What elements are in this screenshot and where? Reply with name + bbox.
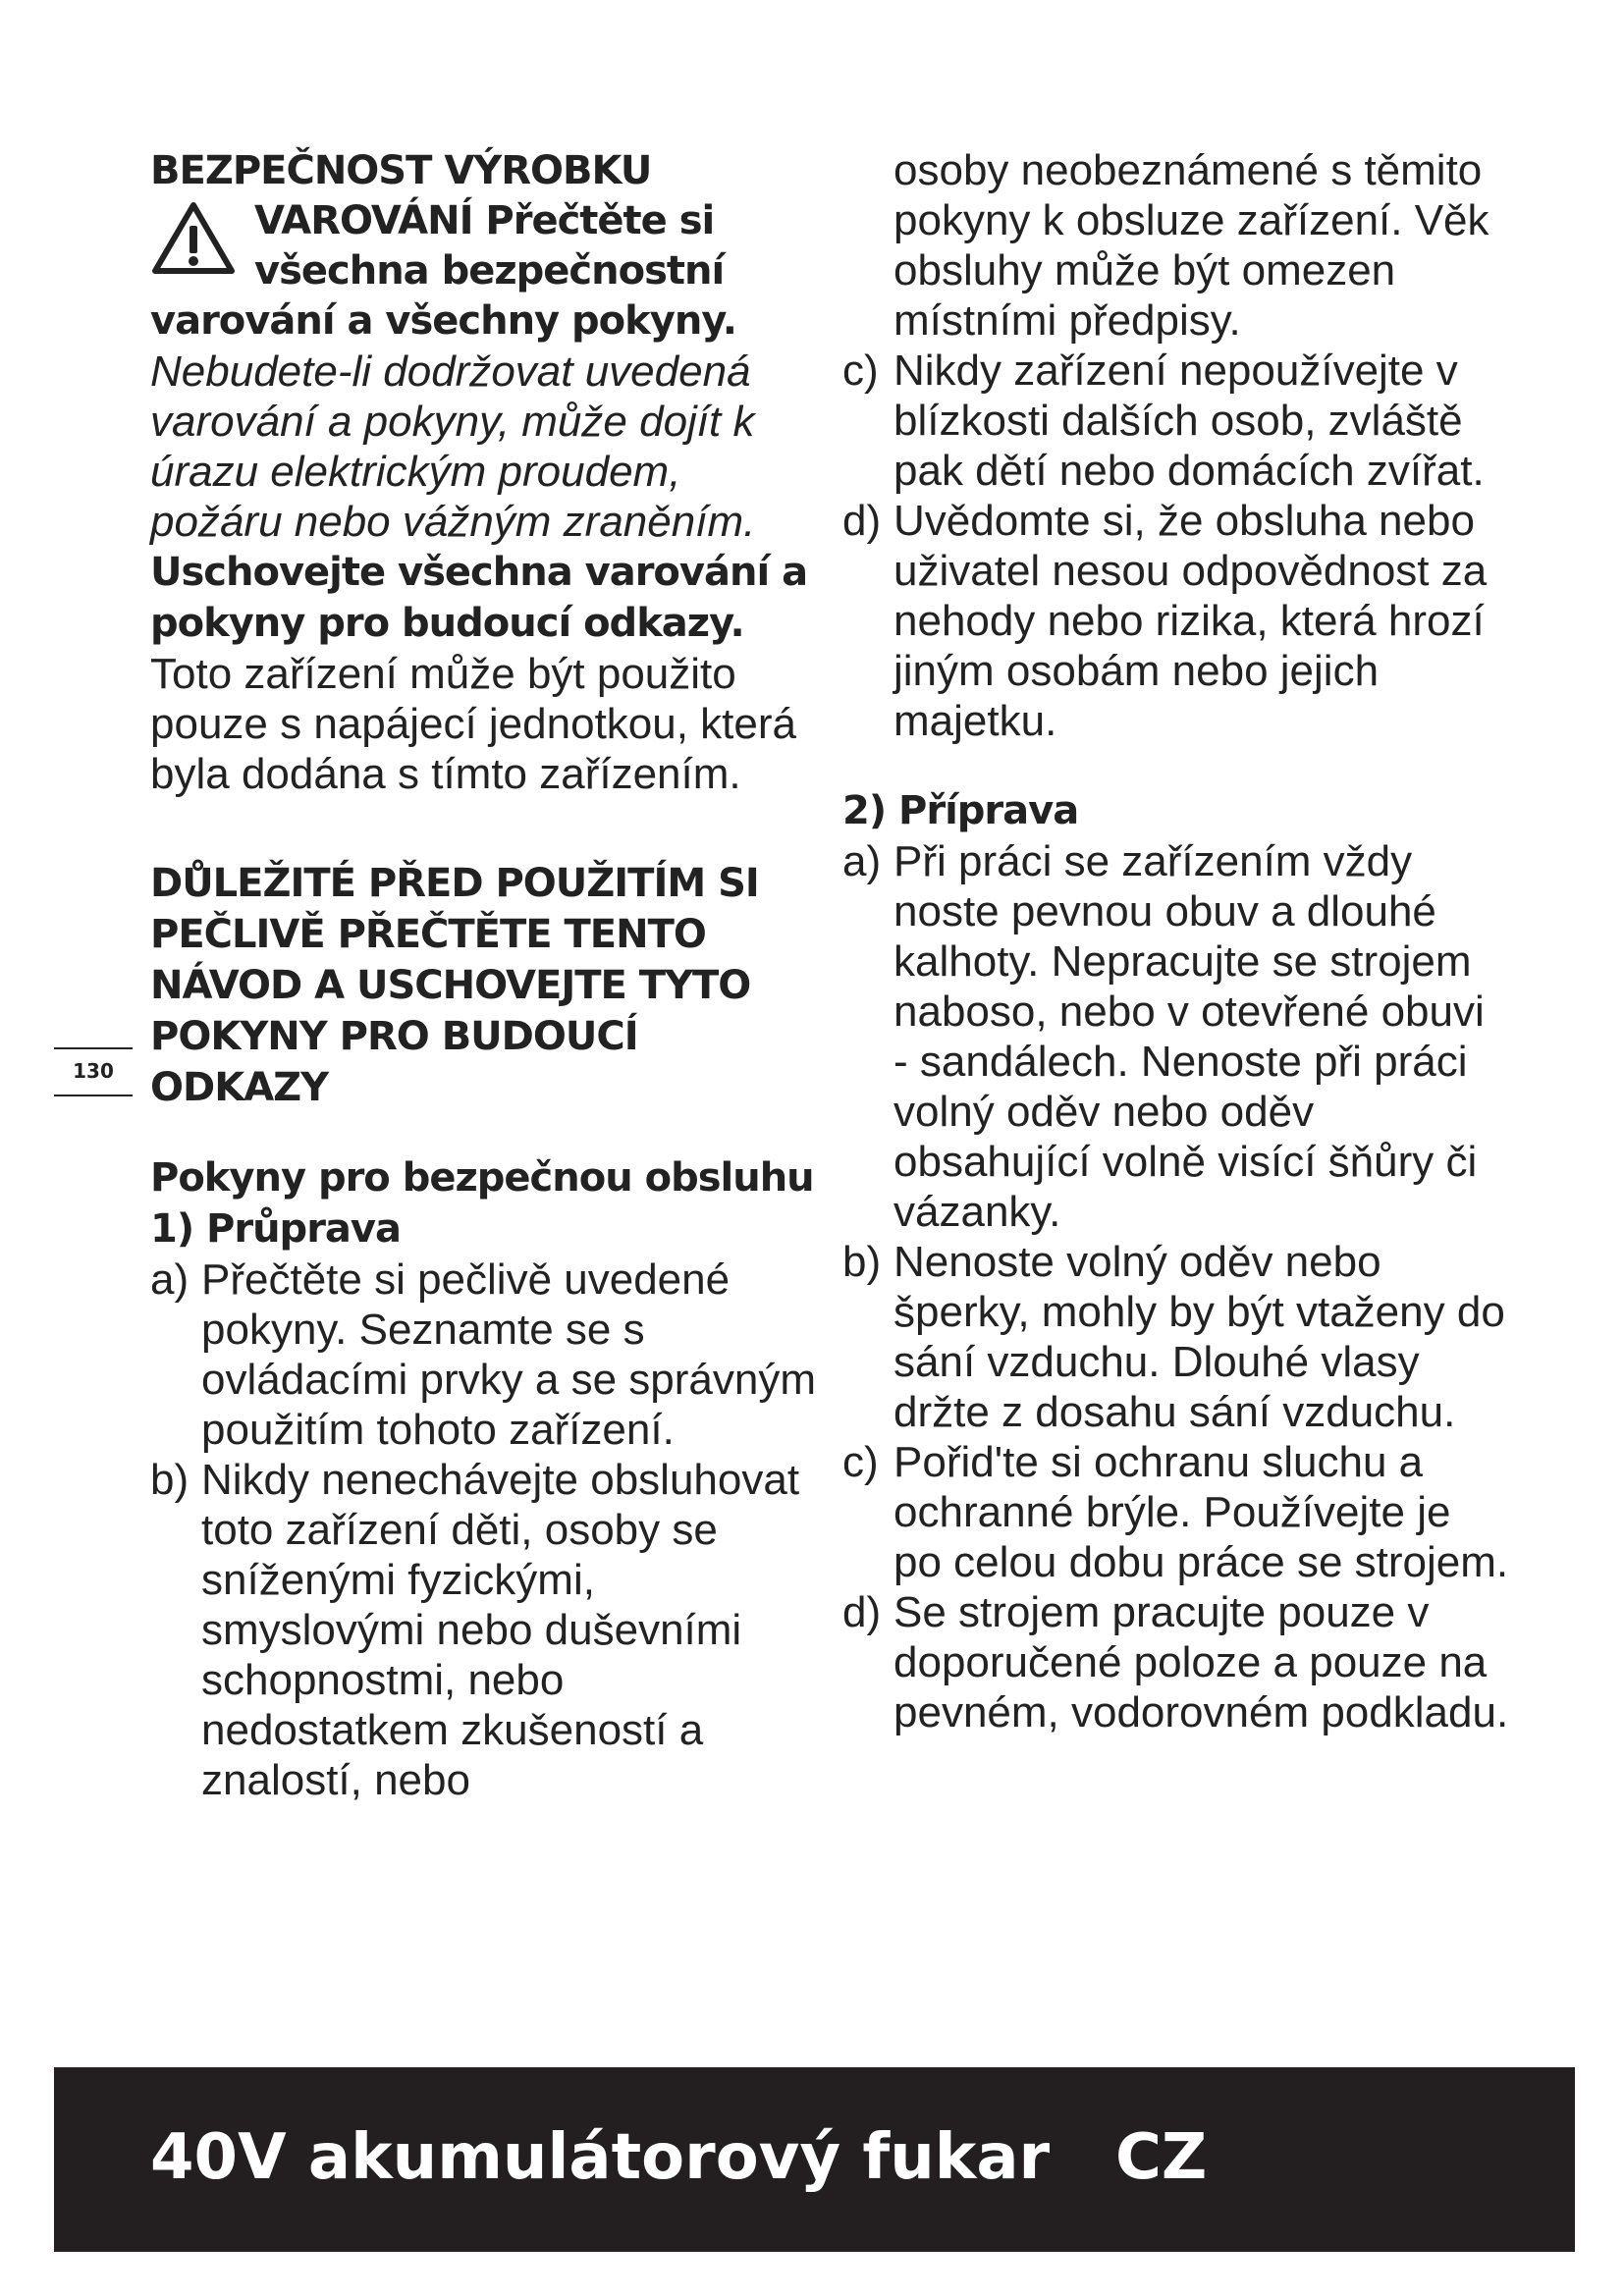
warning-title-line1: VAROVÁNÍ Přečtěte si — [254, 198, 715, 243]
list-item-label: c) — [842, 347, 879, 395]
list-item-text: Se strojem pracujte pouze v doporučené poloze a pouze na pevném, vodorovném podkladu. — [893, 1588, 1509, 1736]
list-item-label: a) — [150, 1255, 189, 1304]
list-item — [150, 1455, 818, 1805]
list-item — [842, 1237, 1510, 1437]
list-item-label: c) — [842, 1438, 879, 1486]
keep-instructions-notice: Uschovejte všechna varování a pokyny pro budoucí odkazy. — [150, 550, 808, 646]
list-item — [842, 346, 1510, 496]
list-item-text: Nenoste volný oděv nebo šperky, mohly by být vtaženy do sání vzduchu. Dlouhé vlasy držte z dosahu sání vzduchu. — [893, 1238, 1505, 1436]
heading-product-safety: BEZPEČNOST VÝROBKU — [150, 148, 652, 193]
list-item-text: Nikdy nenechávejte obsluhovat toto zařízení děti, osoby se sníženými fyzickými, smyslovými nebo duševními schopnostmi, nebo nedostatkem zkušeností a znalostí, nebo — [201, 1456, 800, 1804]
right-column — [842, 145, 1510, 1737]
footer-bar — [54, 2067, 1575, 2252]
list-item — [150, 1255, 818, 1455]
left-column — [150, 145, 818, 1805]
list-item-label: b) — [842, 1238, 882, 1286]
list-item-label: d) — [842, 497, 882, 545]
list-item-text: Uvědomte si, že obsluha nebo uživatel nesou odpovědnost za nehody nebo rizika, která hrozí jiným osobám nebo jejich majetku. — [893, 497, 1488, 745]
power-supply-text: Toto zařízení může být použito pouze s napájecí jednotkou, která byla dodána s tímto zařízením. — [150, 650, 797, 798]
list-item-text: Přečtěte si pečlivě uvedené pokyny. Seznamte se s ovládacími prvky a se správným použitím tohoto zařízení. — [201, 1255, 816, 1454]
list-item-label: a) — [842, 837, 882, 885]
continuation-text: osoby neobeznámené s těmito pokyny k obsluze zařízení. Věk obsluhy může být omezen místními předpisy. — [893, 146, 1489, 345]
list-item-text: Při práci se zařízením vždy noste pevnou obuv a dlouhé kalhoty. Nepracujte se strojem naboso, nebo v otevřené obuvi - sandálech. Nenoste při práci volný oděv nebo oděv obsahující volně visící šňůry či vázanky. — [893, 837, 1485, 1236]
important-heading: DŮLEŽITÉ PŘED POUŽITÍM SI PEČLIVĚ PŘEČTĚTE TENTO NÁVOD A USCHOVEJTE TYTO POKYNY PRO BUDOUCÍ ODKAZY — [150, 861, 759, 1110]
warning-title-line3: varování a všechny pokyny. — [150, 298, 736, 344]
list-item-label: d) — [842, 1588, 882, 1636]
list-item-text: Nikdy zařízení nepoužívejte v blízkosti dalších osob, zvláště pak dětí nebo domácích zvířat. — [893, 347, 1485, 495]
section2-heading: 2) Příprava — [842, 788, 1079, 833]
warning-title-line2: všechna bezpečnostní — [254, 248, 725, 294]
list-item — [842, 1587, 1510, 1737]
warning-consequences: Nebudete-li dodržovat uvedená varování a pokyny, může dojít k úrazu elektrickým proudem, požáru nebo vážným zraněním. — [150, 347, 756, 546]
list-item-text: Pořid'te si ochranu sluchu a ochranné brýle. Používejte je po celou dobu práce se strojem. — [893, 1438, 1509, 1586]
page-number: 130 — [54, 1047, 133, 1096]
list-item — [842, 836, 1510, 1237]
list-item — [842, 496, 1510, 746]
warning-triangle-icon — [150, 200, 237, 277]
list-item — [842, 1437, 1510, 1587]
list-item-label: b) — [150, 1456, 189, 1504]
section1-heading: 1) Průprava — [150, 1206, 401, 1252]
footer-title: 40V akumulátorový fukar CZ — [150, 2121, 1208, 2194]
instructions-heading: Pokyny pro bezpečnou obsluhu — [150, 1155, 814, 1201]
warning-block — [150, 196, 818, 296]
